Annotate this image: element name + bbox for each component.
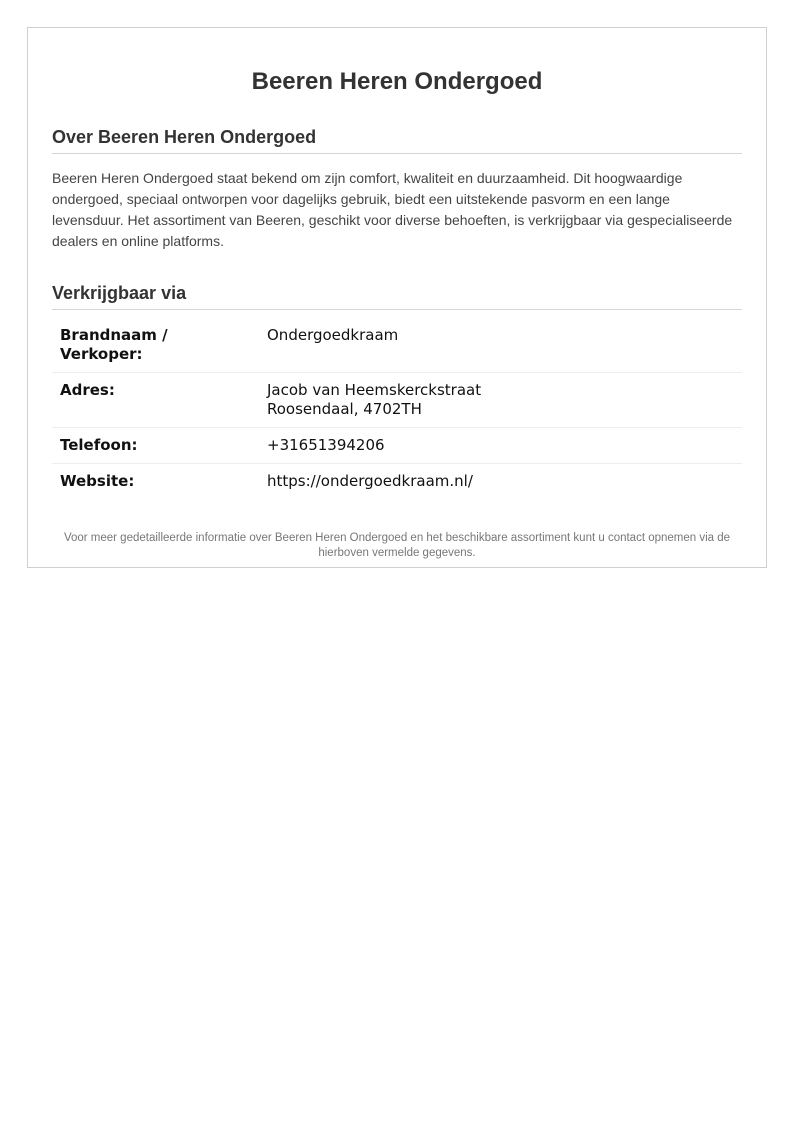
- seller-label: Brandnaam / Verkoper:: [52, 318, 259, 373]
- availability-table: [52, 318, 742, 499]
- page-title: Beeren Heren Ondergoed: [251, 68, 543, 95]
- seller-value: Ondergoedkraam: [259, 318, 742, 373]
- table-row-phone: [52, 428, 742, 464]
- address-label: Adres:: [52, 373, 259, 428]
- table-row-seller: [52, 318, 742, 373]
- website-value: https://ondergoedkraam.nl/: [267, 472, 473, 490]
- about-heading: Over Beeren Heren Ondergoed: [52, 126, 742, 154]
- phone-label: Telefoon:: [52, 428, 259, 464]
- document-card: [27, 27, 767, 568]
- table-row-address: [52, 373, 742, 428]
- address-street: Jacob van Heemskerckstraat: [267, 381, 482, 399]
- table-row-website: [52, 464, 742, 500]
- phone-value: +31651394206: [259, 428, 742, 464]
- availability-heading: Verkrijgbaar via: [52, 282, 742, 310]
- about-text: Beeren Heren Ondergoed staat bekend om zijn comfort, kwaliteit en duurzaamheid. Dit hoogwaardige ondergoed, speciaal ontworpen voor dagelijks gebruik, biedt een uitstekende pasvorm en een lange levensduur. Het assortiment van Beeren, geschikt voor diverse behoeften, is verkrijgbaar via gespecialiseerde dealers en online platforms.: [52, 170, 733, 249]
- footer-note: Voor meer gedetailleerde informatie over Beeren Heren Ondergoed en het beschikbare assortiment kunt u contact opnemen via de hierboven vermelde gegevens.: [63, 532, 731, 559]
- address-city: Roosendaal, 4702TH: [267, 400, 422, 418]
- address-value: [259, 373, 742, 428]
- website-label: Website:: [60, 472, 135, 490]
